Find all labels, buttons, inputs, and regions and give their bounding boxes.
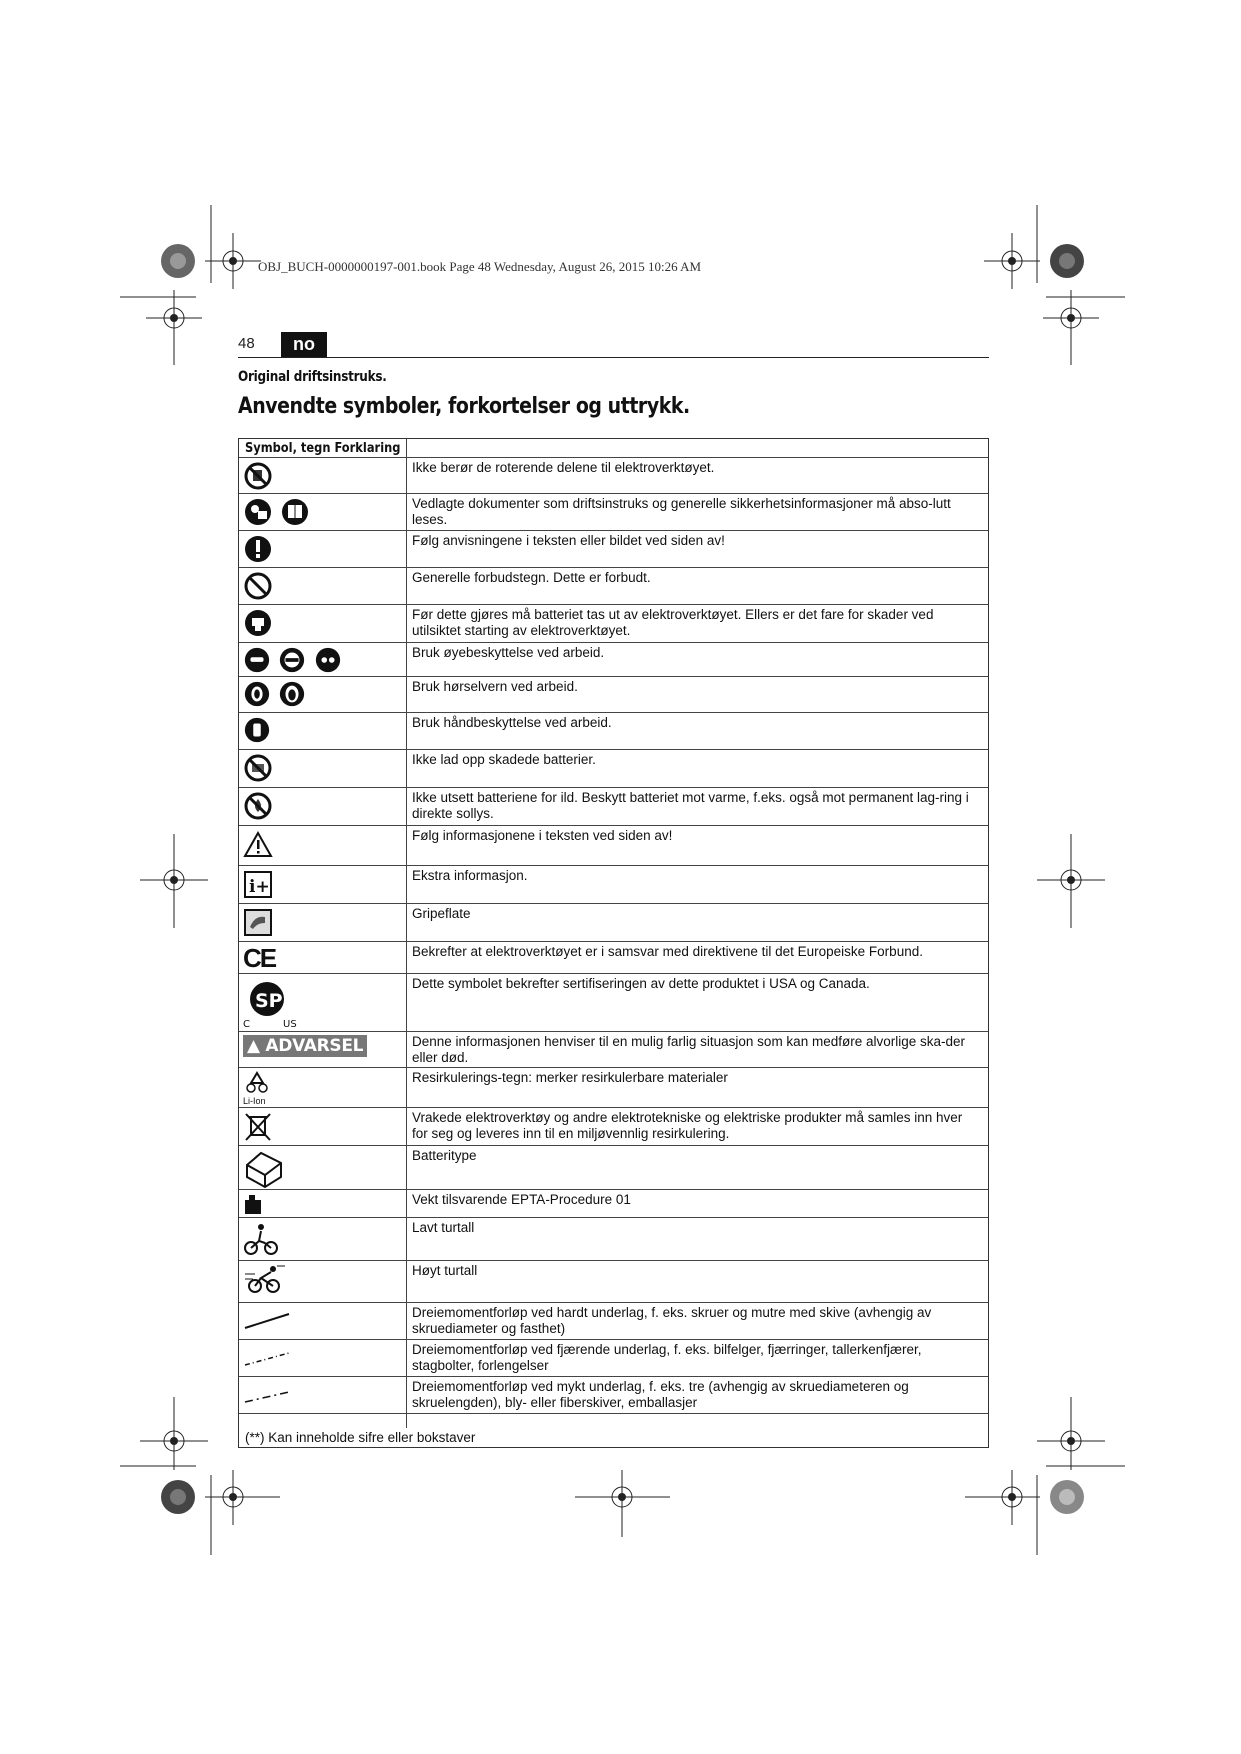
high-speed-cyclist-icon [243, 1264, 401, 1300]
table-row [239, 457, 988, 494]
row-description: Dreiemomentforløp ved hardt underlag, f. eks. skruer og mutre med skive (avhengig av skruediameter og fasthet) [412, 1305, 932, 1336]
table-row [239, 1339, 988, 1377]
torque-hard-line-icon [243, 1306, 401, 1337]
table-row [239, 865, 988, 904]
table-row [239, 1217, 988, 1261]
page-number: 48 [238, 335, 255, 352]
no-touch-rotating-icon [243, 461, 401, 491]
table-row [239, 1031, 988, 1068]
row-description: Resirkulerings-tegn: merker resirkulerbare materialer [412, 1070, 728, 1085]
exclamation-icon [243, 534, 401, 565]
read-manual-icon [243, 497, 401, 528]
row-description: Ekstra informasjon. [412, 868, 528, 883]
table-row [239, 903, 988, 942]
csa-c-label: C [243, 1019, 250, 1029]
header-rule [238, 357, 989, 358]
recycling-li-ion-icon: Li-Ion [243, 1071, 401, 1105]
hand-protection-icon [243, 716, 401, 747]
row-description: Vekt tilsvarende EPTA-Procedure 01 [412, 1192, 631, 1207]
row-description: Vedlagte dokumenter som driftsinstruks og generelle sikkerhetsinformasjoner må abso-lutt leses. [412, 496, 951, 527]
row-description: Vrakede elektroverktøy og andre elektrotekniske og elektriske produkter må samles inn hver for seg og leveres inn til en miljøvennlig resirkulering. [412, 1110, 963, 1141]
row-description: Følg informasjonene i teksten ved siden av! [412, 828, 673, 843]
ear-protection-icon [243, 680, 401, 710]
table-row [239, 941, 988, 974]
row-description: Denne informasjonen henviser til en mulig farlig situasjon som kan medføre alvorlige ska-der eller død. [412, 1034, 966, 1065]
table-row [239, 1302, 988, 1340]
row-description: Dette symbolet bekrefter sertifiseringen av dette produktet i USA og Canada. [412, 976, 870, 991]
table-row [239, 1376, 988, 1414]
table-row [239, 1189, 988, 1218]
torque-soft-line-icon [243, 1380, 401, 1411]
row-description: Ikke lad opp skadede batterier. [412, 752, 596, 767]
table-row [239, 1107, 988, 1146]
section-title: Anvendte symboler, forkortelser og uttrykk. [238, 394, 690, 419]
grip-surface-icon [243, 907, 401, 939]
row-description: Generelle forbudstegn. Dette er forbudt. [412, 570, 651, 585]
table-row [239, 604, 988, 643]
warning-triangle-icon: ▲ [247, 1036, 260, 1056]
row-description: Bruk håndbeskyttelse ved arbeid. [412, 715, 612, 730]
remove-battery-icon [243, 608, 401, 640]
advarsel-badge: ▲ ADVARSEL [243, 1035, 401, 1065]
print-info-line: OBJ_BUCH-0000000197-001.book Page 48 Wednesday, August 26, 2015 10:26 AM [258, 259, 702, 274]
table-row [239, 1067, 988, 1108]
weee-bin-icon [243, 1111, 401, 1143]
table-row [239, 676, 988, 713]
row-description: Ikke utsett batteriene for ild. Beskytt batteriet mot varme, f.eks. også mot permanent lag-ring i direkte sollys. [412, 790, 969, 821]
no-fire-battery-icon [243, 791, 401, 823]
warning-triangle-icon [243, 829, 401, 863]
table-header-row [239, 439, 988, 458]
table-row [239, 1260, 988, 1303]
torque-medium-line-icon [243, 1343, 401, 1374]
no-charge-damaged-battery-icon [243, 753, 401, 785]
table-row [239, 493, 988, 531]
info-label: i+ [249, 877, 270, 897]
row-description: Før dette gjøres må batteriet tas ut av elektroverktøyet. Ellers er det fare for skader ved utilsiktet starting av elektroverktøyet. [412, 607, 934, 638]
table-row [239, 787, 988, 826]
row-description: Følg anvisningene i teksten eller bildet ved siden av! [412, 533, 725, 548]
language-badge: no [281, 332, 327, 357]
csa-us-label: US [283, 1019, 297, 1029]
row-description: Høyt turtall [412, 1263, 478, 1278]
eye-protection-icon [243, 646, 401, 674]
table-row [239, 530, 988, 568]
table-header-label: Symbol, tegn Forklaring [245, 441, 401, 456]
table-row [239, 712, 988, 750]
battery-pack-icon [243, 1149, 401, 1187]
ce-mark-icon: CE [243, 943, 276, 973]
row-description: Dreiemomentforløp ved fjærende underlag, f. eks. bilfelger, fjærringer, tallerkenfjærer, stagbolter, forlengelser [412, 1342, 922, 1373]
csa-label: SP [255, 990, 283, 1012]
row-description: Ikke berør de roterende delene til elektroverktøyet. [412, 460, 715, 475]
table-row [239, 567, 988, 605]
csa-mark-icon [243, 977, 401, 1029]
document-subtitle: Original driftsinstruks. [238, 369, 387, 385]
table-footnote: (**) Kan inneholde sifre eller bokstaver [245, 1430, 476, 1445]
row-description: Bruk hørselvern ved arbeid. [412, 679, 578, 694]
table-row [239, 973, 988, 1032]
row-description: Bekrefter at elektroverktøyet er i samsvar med direktivene til det Europeiske Forbund. [412, 944, 923, 959]
info-plus-icon [243, 869, 401, 901]
weight-icon [243, 1193, 401, 1215]
table-row [239, 825, 988, 866]
table-row [239, 642, 988, 677]
table-row [239, 749, 988, 788]
row-description: Batteritype [412, 1148, 477, 1163]
low-speed-cyclist-icon [243, 1221, 401, 1258]
row-description: Lavt turtall [412, 1220, 475, 1235]
row-description: Gripeflate [412, 906, 471, 921]
row-description: Bruk øyebeskyttelse ved arbeid. [412, 645, 605, 660]
row-description: Dreiemomentforløp ved mykt underlag, f. eks. tre (avhengig av skruediameteren og skruelengden), bly- eller fiberskiver, emballasjer [412, 1379, 909, 1410]
prohibition-icon [243, 571, 401, 602]
symbol-table [238, 438, 989, 1448]
table-row [239, 1145, 988, 1190]
